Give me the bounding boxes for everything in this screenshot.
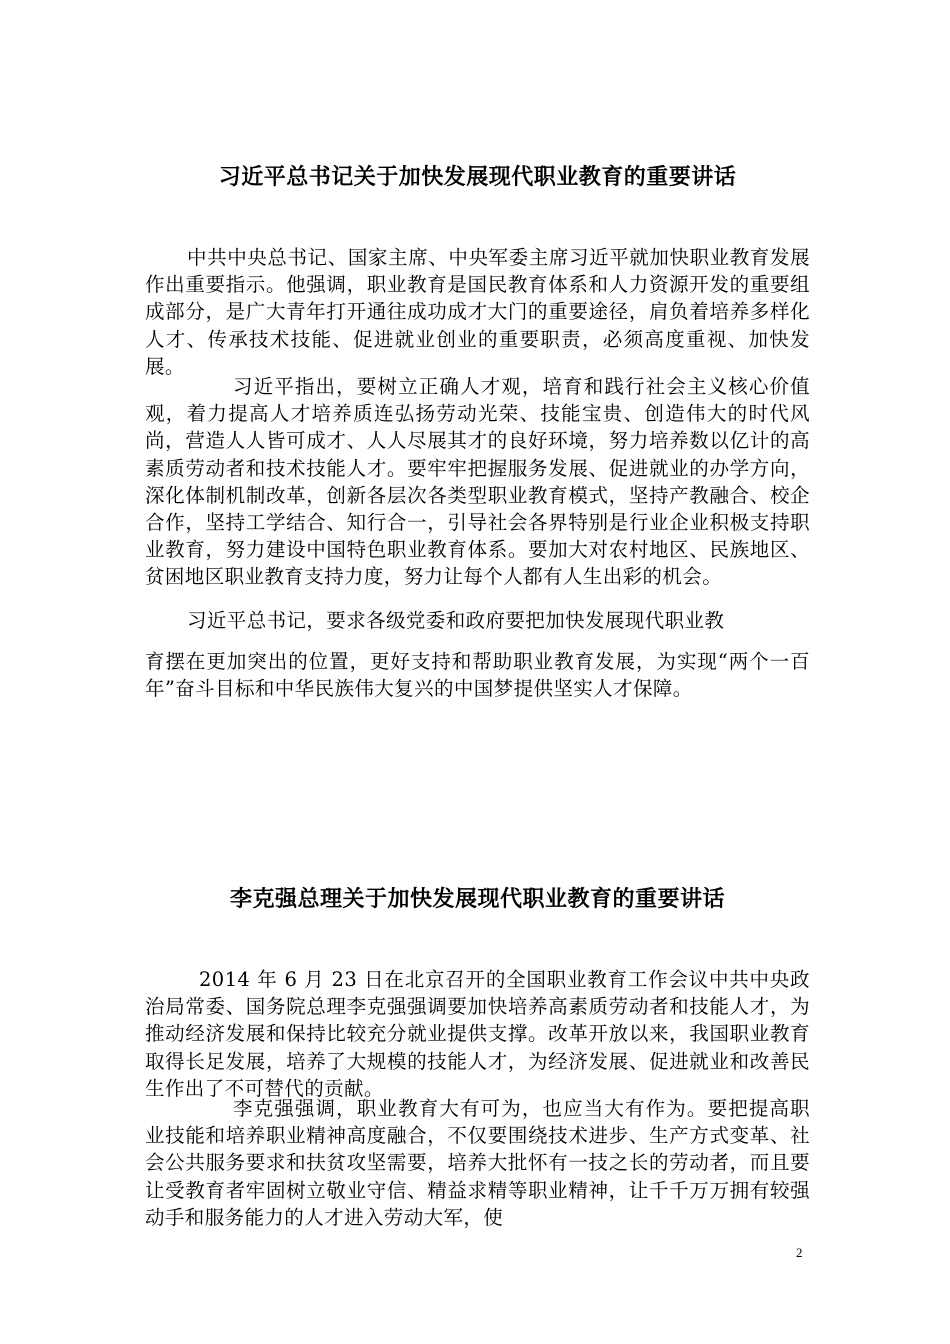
section-title-li: 李克强总理关于加快发展现代职业教育的重要讲话 [229,887,725,912]
paragraph-xi-requirement-rest: 育摆在更加突出的位置，更好支持和帮助职业教育发展，为实现“两个一百年”奋斗目标和中华民族伟大复兴的中国梦提供坚实人才保障。 [145,650,810,701]
paragraph-li-emphasis: 李克强强调，职业教育大有可为，也应当大有作为。要把提高职业技能和培养职业精神高度融合，不仅要围绕技术进步、生产方式变革、社会公共服务要求和扶贫攻坚需要，培养大批怀有一技之长的劳动者，而且要让受教育者牢固树立敬业守信、精益求精等职业精神，让千千万万拥有较强动手和服务能力的人才进入劳动大军，使 [145,1097,810,1229]
paragraph-xi-intro: 中共中央总书记、国家主席、中央军委主席习近平就加快职业教育发展作出重要指示。他强调，职业教育是国民教育体系和人力资源开发的重要组成部分，是广大青年打开通往成功成才大门的重要途径，肩负着培养多样化人才、传承技术技能、促进就业创业的重要职责，必须高度重视、加快发展。 [145,246,810,378]
paragraph-li-intro: 2014 年 6 月 23 日在北京召开的全国职业教育工作会议中共中央政治局常委、国务院总理李克强强调要加快培养高素质劳动者和技能人才，为推动经济发展和保持比较充分就业提供支撑。改革开放以来，我国职业教育取得长足发展，培养了大规模的技能人才，为经济发展、促进就业和改善民生作出了不可替代的贡献。 [145,968,810,1100]
paragraph-xi-requirement-line1: 习近平总书记，要求各级党委和政府要把加快发展现代职业教 [187,609,725,632]
page-number: 2 [796,1245,803,1260]
section-title-xi: 习近平总书记关于加快发展现代职业教育的重要讲话 [218,165,737,190]
paragraph-xi-talent: 习近平指出，要树立正确人才观，培育和践行社会主义核心价值观，着力提高人才培养质连弘扬劳动光荣、技能宝贵、创造伟大的时代风尚，营造人人皆可成才、人人尽展其才的良好环境，努力培养数以亿计的高素质劳动者和技术技能人才。要牢牢把握服务发展、促进就业的办学方向，深化体制机制改革，创新各层次各类型职业教育模式，坚持产教融合、校企合作，坚持工学结合、知行合一，引导社会各界特别是行业企业积极支持职业教育，努力建设中国特色职业教育体系。要加大对农村地区、民族地区、贫困地区职业教育支持力度，努力让每个人都有人生出彩的机会。 [145,375,810,589]
